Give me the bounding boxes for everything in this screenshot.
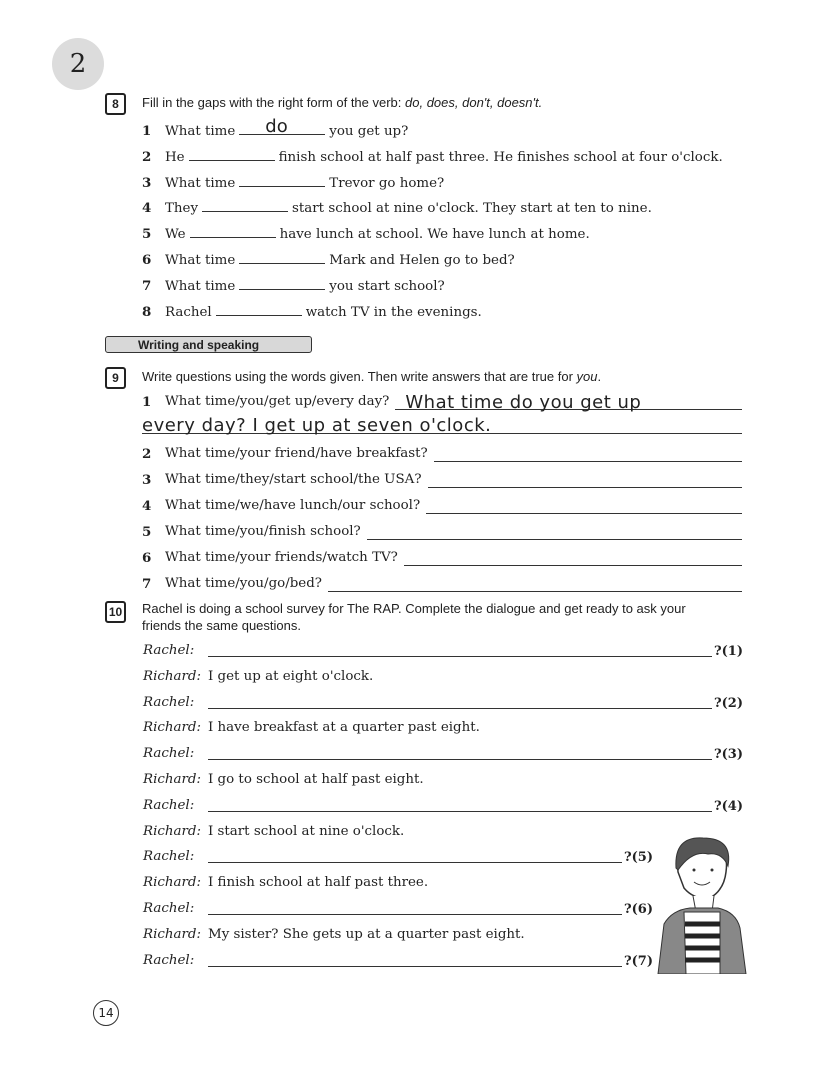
item-number: 4 (142, 498, 152, 514)
exercise-9-number: 9 (105, 367, 126, 389)
dialogue-answer-row (143, 875, 429, 891)
answer-line[interactable] (208, 966, 622, 967)
answer-blank[interactable] (239, 172, 325, 187)
speaker-name: Richard: (143, 720, 201, 736)
speaker-name: Rachel: (143, 746, 195, 762)
exercise-9-item (142, 547, 742, 566)
item-prompt: What time/they/start school/the USA? (165, 472, 422, 487)
question-number: ?(3) (714, 747, 743, 763)
item-number: 7 (142, 277, 152, 294)
answer-line[interactable] (426, 495, 742, 514)
answer-line[interactable] (428, 469, 743, 488)
answer-line[interactable] (328, 573, 742, 592)
handwritten-answer: What time do you get up (405, 392, 642, 413)
dialogue-question-row (143, 953, 194, 969)
exercise-9-item (142, 573, 742, 592)
exercise-8-number: 8 (105, 93, 126, 115)
answer-line[interactable] (208, 656, 712, 657)
answer-line[interactable] (208, 862, 622, 863)
exercise-8-item (142, 172, 444, 192)
handwritten-answer-continued: every day? I get up at seven o'clock. (142, 415, 492, 436)
instruction-verbs: do, does, don't, doesn't. (405, 95, 543, 110)
item-text-before: Rachel (165, 304, 212, 320)
exercise-8-item (142, 301, 482, 321)
answer-line[interactable] (367, 521, 742, 540)
speaker-line: I have breakfast at a quarter past eight. (208, 720, 480, 736)
item-text-before: What time (165, 253, 236, 268)
instruction-text: Fill in the gaps with the right form of the verb: (142, 95, 406, 110)
dialogue-question-row (143, 643, 194, 659)
exercise-9-item (142, 521, 742, 540)
item-number: 1 (142, 394, 152, 410)
item-number: 2 (142, 446, 152, 462)
item-text-after: start school at nine o'clock. They start at ten to nine. (292, 201, 652, 217)
speaker-name: Richard: (143, 875, 201, 891)
item-text-before: He (165, 149, 185, 165)
answer-line[interactable] (434, 443, 742, 462)
speaker-name: Rachel: (143, 797, 195, 813)
exercise-8-item (142, 223, 590, 243)
answer-line[interactable] (395, 391, 742, 413)
speaker-line: I get up at eight o'clock. (208, 668, 374, 684)
exercise-9-item (142, 391, 742, 413)
answer-blank[interactable] (216, 301, 302, 316)
speaker-name: Rachel: (143, 901, 195, 916)
question-number: ?(7) (624, 953, 653, 969)
speaker-name: Richard: (143, 926, 201, 942)
item-number: 7 (142, 576, 152, 592)
item-text-after: you get up? (329, 124, 409, 139)
dialogue-answer-row (143, 823, 405, 840)
boy-illustration (648, 832, 748, 974)
item-number: 2 (142, 148, 152, 165)
dialogue-question-row (143, 849, 194, 865)
exercise-8-item (142, 116, 409, 140)
question-number: ?(5) (624, 850, 653, 866)
exercise-10-instruction-line1: Rachel is doing a school survey for The RAP. Complete the dialogue and get ready to ask your (142, 601, 686, 616)
dialogue-answer-row (143, 720, 480, 736)
answer-line[interactable] (208, 914, 622, 915)
exercise-10-instruction-line2: friends the same questions. (142, 618, 301, 633)
item-text-before: What time (165, 175, 236, 191)
answer-line[interactable] (404, 547, 742, 566)
exercise-8-instruction (142, 95, 542, 110)
speaker-name: Rachel: (143, 849, 195, 865)
speaker-line: I start school at nine o'clock. (208, 823, 405, 839)
item-text-before: We (165, 227, 186, 243)
exercise-9-item (142, 495, 742, 514)
answer-blank[interactable] (239, 116, 325, 137)
item-text-before: They (165, 201, 199, 217)
exercise-8-item (142, 249, 515, 269)
speaker-name: Rachel: (143, 952, 195, 968)
item-prompt: What time/you/go/bed? (165, 576, 322, 591)
speaker-name: Richard: (143, 772, 201, 787)
item-number: 1 (142, 123, 152, 139)
answer-line-2[interactable] (142, 411, 742, 434)
exercise-8-item (142, 197, 652, 217)
item-number: 6 (142, 252, 152, 268)
item-prompt: What time/your friend/have breakfast? (165, 446, 428, 461)
item-prompt: What time/we/have lunch/our school? (165, 498, 421, 513)
question-number: ?(2) (714, 695, 743, 711)
speaker-name: Richard: (143, 823, 201, 839)
item-number: 5 (142, 524, 152, 540)
item-text-after: have lunch at school. We have lunch at home. (279, 227, 590, 243)
item-text-before: What time (165, 124, 236, 139)
item-text-after: finish school at half past three. He finishes school at four o'clock. (278, 149, 723, 165)
item-number: 6 (142, 550, 152, 566)
exercise-9-instruction (142, 369, 601, 384)
item-text-after: you start school? (329, 278, 445, 294)
exercise-8-item (142, 146, 723, 166)
answer-line[interactable] (208, 811, 712, 812)
item-text-after: Trevor go home? (329, 175, 445, 191)
section-header: Writing and speaking (105, 336, 312, 353)
item-number: 3 (142, 174, 152, 191)
item-prompt: What time/your friends/watch TV? (165, 550, 398, 565)
item-text-after: Mark and Helen go to bed? (329, 253, 515, 268)
answer-line[interactable] (208, 708, 712, 709)
item-text-after: watch TV in the evenings. (305, 304, 482, 320)
dialogue-answer-row (143, 668, 374, 685)
instruction-end: . (597, 369, 602, 384)
exercise-9-item (142, 443, 742, 462)
speaker-name: Rachel: (143, 643, 195, 658)
question-number: ?(4) (714, 798, 743, 814)
instruction-you: you (576, 369, 598, 384)
item-number: 5 (142, 226, 152, 243)
item-number: 4 (142, 200, 152, 217)
answer-blank[interactable] (189, 146, 275, 161)
page-number: 14 (93, 1000, 119, 1026)
item-number: 3 (142, 472, 152, 488)
dialogue-question-row (143, 798, 194, 814)
exercise-10-number: 10 (105, 601, 126, 623)
dialogue-question-row (143, 695, 194, 711)
speaker-name: Richard: (143, 668, 201, 684)
answer-blank[interactable] (190, 223, 276, 238)
unit-number-badge: 2 (52, 38, 104, 90)
answer-line[interactable] (208, 759, 712, 760)
question-number: ?(6) (624, 902, 653, 917)
exercise-8-item (142, 275, 445, 295)
question-number: ?(1) (714, 644, 743, 659)
exercise-9-item (142, 469, 742, 488)
handwritten-answer: do (265, 116, 288, 137)
item-text-before: What time (165, 278, 236, 294)
answer-blank[interactable] (202, 197, 288, 212)
instruction-text: Write questions using the words given. Then write answers that are true for (142, 369, 577, 384)
answer-blank[interactable] (239, 275, 325, 290)
speaker-line: I go to school at half past eight. (208, 772, 424, 787)
dialogue-question-row (143, 901, 194, 917)
item-prompt: What time/you/get up/every day? (165, 394, 390, 409)
item-prompt: What time/you/finish school? (165, 524, 361, 539)
speaker-line: My sister? She gets up at a quarter past eight. (208, 926, 525, 942)
speaker-line: I finish school at half past three. (208, 875, 429, 891)
dialogue-answer-row (143, 772, 424, 788)
dialogue-answer-row (143, 926, 525, 943)
speaker-name: Rachel: (143, 694, 195, 710)
answer-blank[interactable] (239, 249, 325, 264)
item-number: 8 (142, 303, 152, 320)
dialogue-question-row (143, 746, 194, 762)
